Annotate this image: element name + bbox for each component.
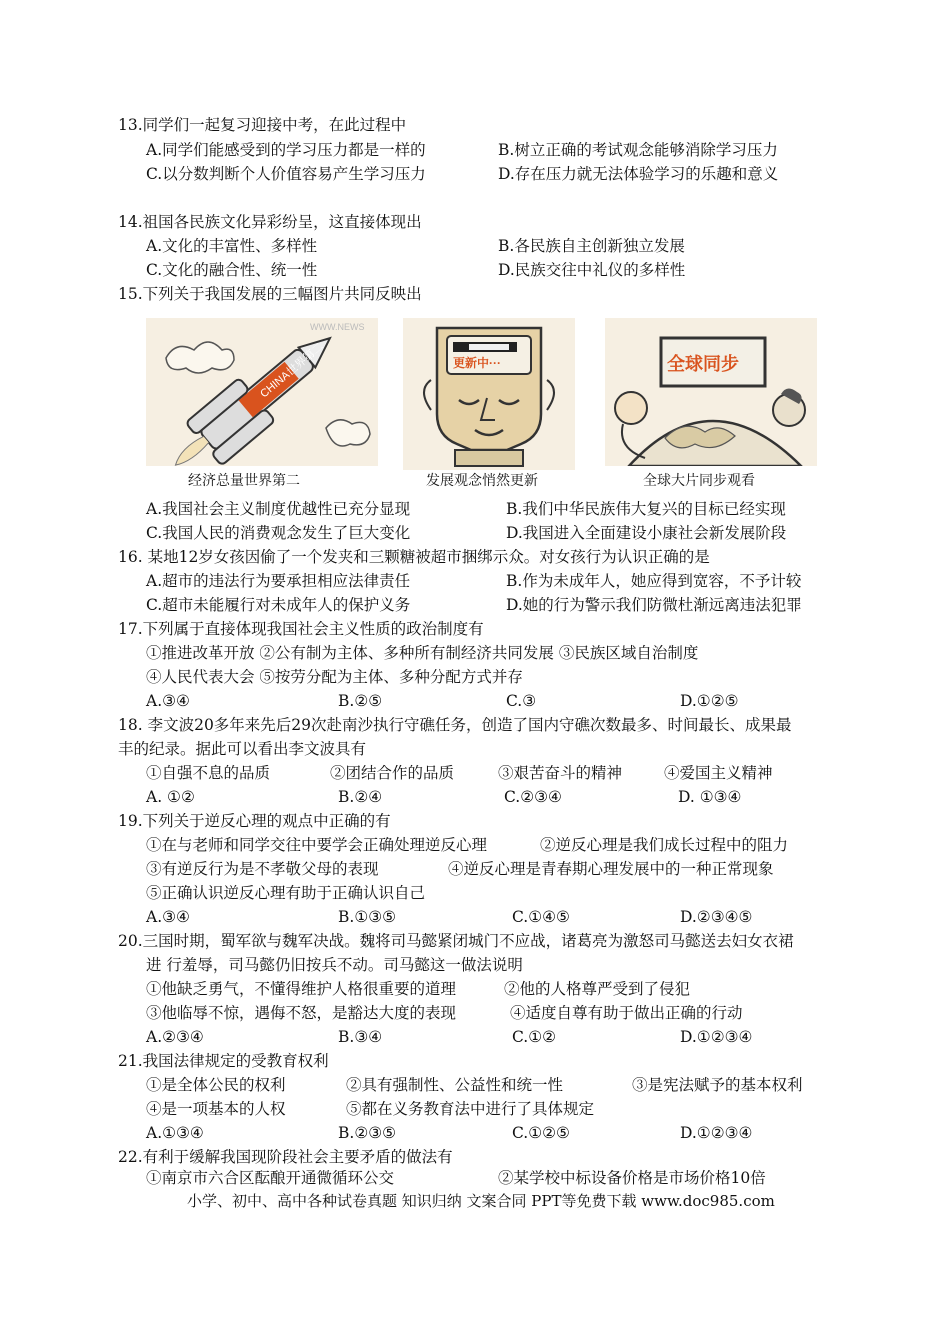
- q17-option-a: A.③④: [146, 692, 190, 710]
- q16-stem: 16. 某地12岁女孩因偷了一个发夹和三颗糖被超市捆绑示众。对女孩行为认识正确的是: [118, 548, 710, 566]
- q19-option-b: B.①③⑤: [338, 908, 397, 926]
- q16-option-a: A.超市的违法行为要承担相应法律责任: [146, 572, 411, 590]
- q18-stem-line2: 丰的纪录。据此可以看出李文波具有: [118, 740, 367, 758]
- q18-stem-line1: 18. 李文波20多年来先后29次赴南沙执行守礁任务，创造了国内守礁次数最多、时间最长、成果最: [118, 716, 792, 734]
- q14-option-b: B.各民族自主创新独立发展: [498, 237, 685, 255]
- q18-item-4: ④爱国主义精神: [664, 764, 773, 782]
- q19-item-2: ②逆反心理是我们成长过程中的阻力: [540, 836, 789, 854]
- q19-stem: 19.下列关于逆反心理的观点中正确的有: [118, 812, 391, 830]
- q13-option-a: A.同学们能感受到的学习压力都是一样的: [146, 141, 426, 159]
- q22-item-1: ①南京市六合区酝酿开通微循环公交: [146, 1169, 395, 1187]
- q21-option-b: B.②③⑤: [338, 1124, 397, 1142]
- q18-option-c: C.②③④: [504, 788, 562, 806]
- q20-item-3: ③他临辱不惊，遇侮不怒，是豁达大度的表现: [146, 1004, 457, 1022]
- q15-option-c: C.我国人民的消费观念发生了巨大变化: [146, 524, 411, 542]
- q21-stem: 21.我国法律规定的受教育权利: [118, 1052, 329, 1070]
- q21-option-d: D.①②③④: [680, 1124, 753, 1142]
- q21-item-4: ④是一项基本的人权: [146, 1100, 286, 1118]
- q19-item-1: ①在与老师和同学交往中要学会正确处理逆反心理: [146, 836, 488, 854]
- q17-items-line1: ①推进改革开放 ②公有制为主体、多种所有制经济共同发展 ③民族区域自治制度: [146, 644, 699, 662]
- q21-item-5: ⑤都在义务教育法中进行了具体规定: [346, 1100, 595, 1118]
- q22-stem: 22.有利于缓解我国现阶段社会主要矛盾的做法有: [118, 1148, 453, 1166]
- q18-option-a: A. ①②: [146, 788, 195, 806]
- q20-option-d: D.①②③④: [680, 1028, 753, 1046]
- q17-option-b: B.②⑤: [338, 692, 383, 710]
- q20-stem-line1: 20.三国时期，蜀军欲与魏军决战。魏将司马懿紧闭城门不应战，诸葛亮为激怒司马懿送去妇女衣裙: [118, 932, 794, 950]
- q18-option-b: B.②④: [338, 788, 383, 806]
- q20-option-b: B.③④: [338, 1028, 383, 1046]
- q15-option-d: D.我国进入全面建设小康社会新发展阶段: [506, 524, 787, 542]
- q21-item-1: ①是全体公民的权利: [146, 1076, 286, 1094]
- q16-option-b: B.作为未成年人，她应得到宽容，不予计较: [506, 572, 802, 590]
- q14-option-c: C.文化的融合性、统一性: [146, 261, 318, 279]
- image-caption-2: 发展观念悄然更新: [426, 473, 538, 489]
- q13-option-c: C.以分数判断个人价值容易产生学习压力: [146, 165, 426, 183]
- q21-option-a: A.①③④: [146, 1124, 204, 1142]
- q17-option-d: D.①②⑤: [680, 692, 739, 710]
- global-sync-label: 全球同步: [667, 354, 739, 374]
- q19-item-4: ④逆反心理是青春期心理发展中的一种正常现象: [448, 860, 774, 878]
- q20-item-4: ④适度自尊有助于做出正确的行动: [510, 1004, 743, 1022]
- q18-item-2: ②团结合作的品质: [330, 764, 455, 782]
- q14-stem: 14.祖国各民族文化异彩纷呈，这直接体现出: [118, 213, 422, 231]
- q15-option-a: A.我国社会主义制度优越性已充分显现: [146, 500, 411, 518]
- q16-option-d: D.她的行为警示我们防微杜渐远离违法犯罪: [506, 596, 802, 614]
- news-watermark: WWW.NEWS: [310, 322, 365, 332]
- q17-option-c: C.③: [506, 692, 537, 710]
- q18-item-3: ③艰苦奋斗的精神: [498, 764, 623, 782]
- q19-option-a: A.③④: [146, 908, 190, 926]
- q15-stem: 15.下列关于我国发展的三幅图片共同反映出: [118, 285, 422, 303]
- q18-option-d: D. ①③④: [678, 788, 742, 806]
- q19-item-5: ⑤正确认识逆反心理有助于正确认识自己: [146, 884, 426, 902]
- q13-option-d: D.存在压力就无法体验学习的乐趣和意义: [498, 165, 779, 183]
- rocket-illustration: [146, 318, 378, 466]
- head-illustration: [403, 318, 575, 470]
- updating-label: 更新中···: [453, 356, 501, 370]
- q21-item-3: ③是宪法赋予的基本权利: [632, 1076, 803, 1094]
- q16-option-c: C.超市未能履行对未成年人的保护义务: [146, 596, 411, 614]
- q20-option-a: A.②③④: [146, 1028, 204, 1046]
- q19-item-3: ③有逆反行为是不孝敬父母的表现: [146, 860, 379, 878]
- q13-stem: 13.同学们一起复习迎接中考，在此过程中: [118, 116, 407, 134]
- q21-item-2: ②具有强制性、公益性和统一性: [346, 1076, 564, 1094]
- page-footer: 小学、初中、高中各种试卷真题 知识归纳 文案合同 PPT等免费下载 www.doc985.com: [187, 1192, 775, 1210]
- q15-option-b: B.我们中华民族伟大复兴的目标已经实现: [506, 500, 786, 518]
- q18-item-1: ①自强不息的品质: [146, 764, 271, 782]
- q17-items-line2: ④人民代表大会 ⑤按劳分配为主体、多种分配方式并存: [146, 668, 523, 686]
- q17-stem: 17.下列属于直接体现我国社会主义性质的政治制度有: [118, 620, 484, 638]
- q20-item-1: ①他缺乏勇气，不懂得维护人格很重要的道理: [146, 980, 457, 998]
- q20-item-2: ②他的人格尊严受到了侵犯: [504, 980, 691, 998]
- globe-illustration: [605, 318, 817, 466]
- image-caption-1: 经济总量世界第二: [188, 473, 300, 489]
- q20-option-c: C.①②: [512, 1028, 557, 1046]
- q20-stem-line2: 进 行羞辱，司马懿仍旧按兵不动。司马懿这一做法说明: [146, 956, 523, 974]
- q22-item-2: ②某学校中标设备价格是市场价格10倍: [498, 1169, 766, 1187]
- image-caption-3: 全球大片同步观看: [643, 473, 755, 489]
- q13-option-b: B.树立正确的考试观念能够消除学习压力: [498, 141, 778, 159]
- rocket-label: CHINA世界第二: [258, 340, 326, 401]
- q19-option-d: D.②③④⑤: [680, 908, 753, 926]
- q14-option-a: A.文化的丰富性、多样性: [146, 237, 318, 255]
- q19-option-c: C.①④⑤: [512, 908, 570, 926]
- q14-option-d: D.民族交往中礼仪的多样性: [498, 261, 686, 279]
- q21-option-c: C.①②⑤: [512, 1124, 570, 1142]
